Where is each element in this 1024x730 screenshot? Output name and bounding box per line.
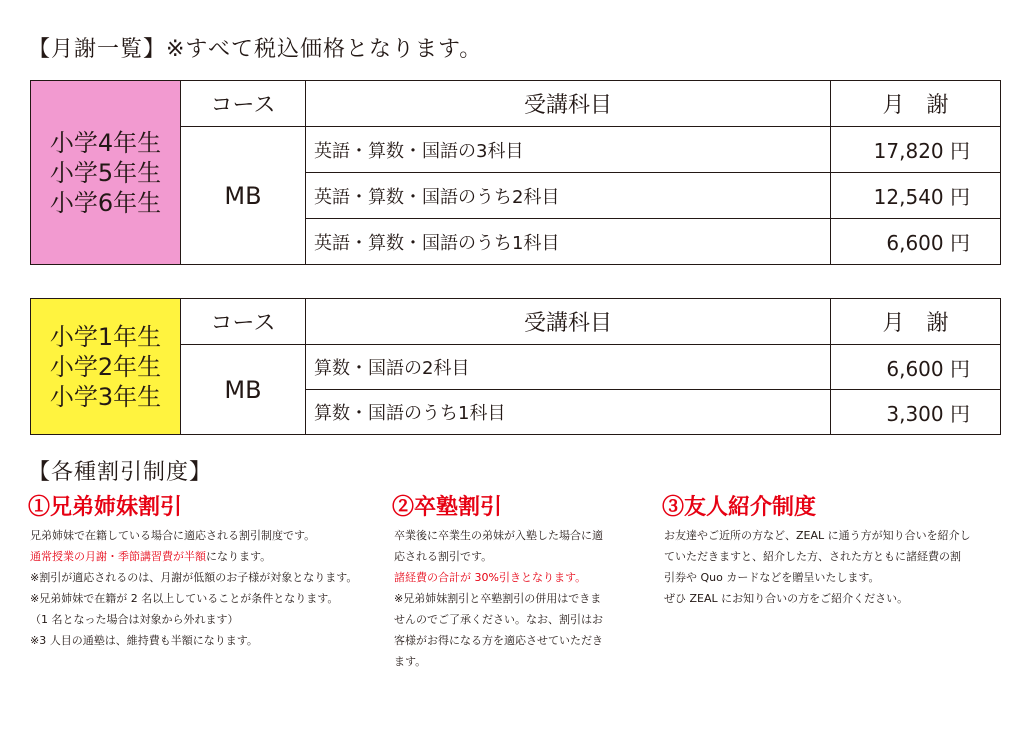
discount-line: 客様がお得になる方を適応させていただき bbox=[394, 634, 603, 647]
header-course: コース bbox=[181, 299, 306, 345]
discount-line: ※割引が適応されるのは、月謝が低額のお子様が対象となります。 bbox=[30, 571, 358, 584]
discount-line: 卒業後に卒業生の弟妹が入塾した場合に適 bbox=[394, 529, 603, 542]
discount-heading: 【各種割引制度】 bbox=[28, 460, 213, 485]
course-cell: MB bbox=[181, 127, 306, 265]
price-cell: 17,820 円 bbox=[831, 127, 1001, 173]
discount-highlight: 通常授業の月謝・季節講習費が半額 bbox=[30, 550, 206, 563]
course-cell: MB bbox=[181, 345, 306, 435]
discount-line-rest: になります。 bbox=[206, 550, 272, 563]
discount-line: ます。 bbox=[394, 655, 427, 668]
header-subject: 受講科目 bbox=[306, 81, 831, 127]
subject-cell: 英語・算数・国語の3科目 bbox=[306, 127, 831, 173]
subject-cell: 算数・国語のうち1科目 bbox=[306, 390, 831, 435]
discount-title-graduate: ②卒塾割引 bbox=[392, 494, 503, 520]
grade-label: 小学2年生 bbox=[49, 352, 162, 381]
price-cell: 12,540 円 bbox=[831, 173, 1001, 219]
subject-cell: 英語・算数・国語のうち2科目 bbox=[306, 173, 831, 219]
fee-table-upper-grades bbox=[30, 80, 1001, 265]
subject-cell: 英語・算数・国語のうち1科目 bbox=[306, 219, 831, 265]
grade-cell bbox=[31, 81, 181, 265]
grade-label: 小学6年生 bbox=[49, 188, 162, 217]
price-cell: 3,300 円 bbox=[831, 390, 1001, 435]
header-subject: 受講科目 bbox=[306, 299, 831, 345]
subject-cell: 算数・国語の2科目 bbox=[306, 345, 831, 390]
fee-list-heading: 【月謝一覧】※すべて税込価格となります。 bbox=[28, 37, 483, 62]
discount-line: ※兄弟姉妹割引と卒塾割引の併用はできま bbox=[394, 592, 602, 605]
grade-cell bbox=[31, 299, 181, 435]
grade-label: 小学3年生 bbox=[49, 382, 162, 411]
discount-line: ぜひ ZEAL にお知り合いの方をご紹介ください。 bbox=[664, 592, 909, 605]
discount-line: 兄弟姉妹で在籍している場合に適応される割引制度です。 bbox=[30, 529, 316, 542]
discount-line: ※3 人目の通塾は、維持費も半額になります。 bbox=[30, 634, 258, 647]
discount-line: せんのでご了承ください。なお、割引はお bbox=[394, 613, 603, 626]
grade-label: 小学5年生 bbox=[49, 158, 162, 187]
price-cell: 6,600 円 bbox=[831, 345, 1001, 390]
grade-label: 小学1年生 bbox=[49, 322, 162, 351]
discount-title-siblings: ①兄弟姉妹割引 bbox=[28, 494, 183, 520]
discount-line: 応される割引です。 bbox=[394, 550, 493, 563]
discount-line: 引券や Quo カードなどを贈呈いたします。 bbox=[664, 571, 880, 584]
grade-label: 小学4年生 bbox=[49, 128, 162, 157]
discount-line: お友達やご近所の方など、ZEAL に通う方が知り合いを紹介し bbox=[664, 529, 971, 542]
fee-table-lower-grades bbox=[30, 298, 1001, 435]
discount-line: ※兄弟姉妹で在籍が 2 名以上していることが条件となります。 bbox=[30, 592, 339, 605]
discount-body-siblings bbox=[30, 525, 390, 651]
header-fee: 月 謝 bbox=[831, 81, 1001, 127]
discount-line: 諸経費の合計が 30%引きとなります。 bbox=[394, 571, 587, 584]
discount-body-graduate bbox=[394, 525, 634, 672]
price-cell: 6,600 円 bbox=[831, 219, 1001, 265]
header-course: コース bbox=[181, 81, 306, 127]
discount-line: （1 名となった場合は対象から外れます） bbox=[30, 613, 239, 626]
header-fee: 月 謝 bbox=[831, 299, 1001, 345]
discount-title-referral: ③友人紹介制度 bbox=[662, 494, 817, 520]
discount-body-referral bbox=[664, 525, 1004, 609]
discount-line: ていただきますと、紹介した方、された方ともに諸経費の割 bbox=[664, 550, 961, 563]
discount-line bbox=[30, 546, 390, 567]
